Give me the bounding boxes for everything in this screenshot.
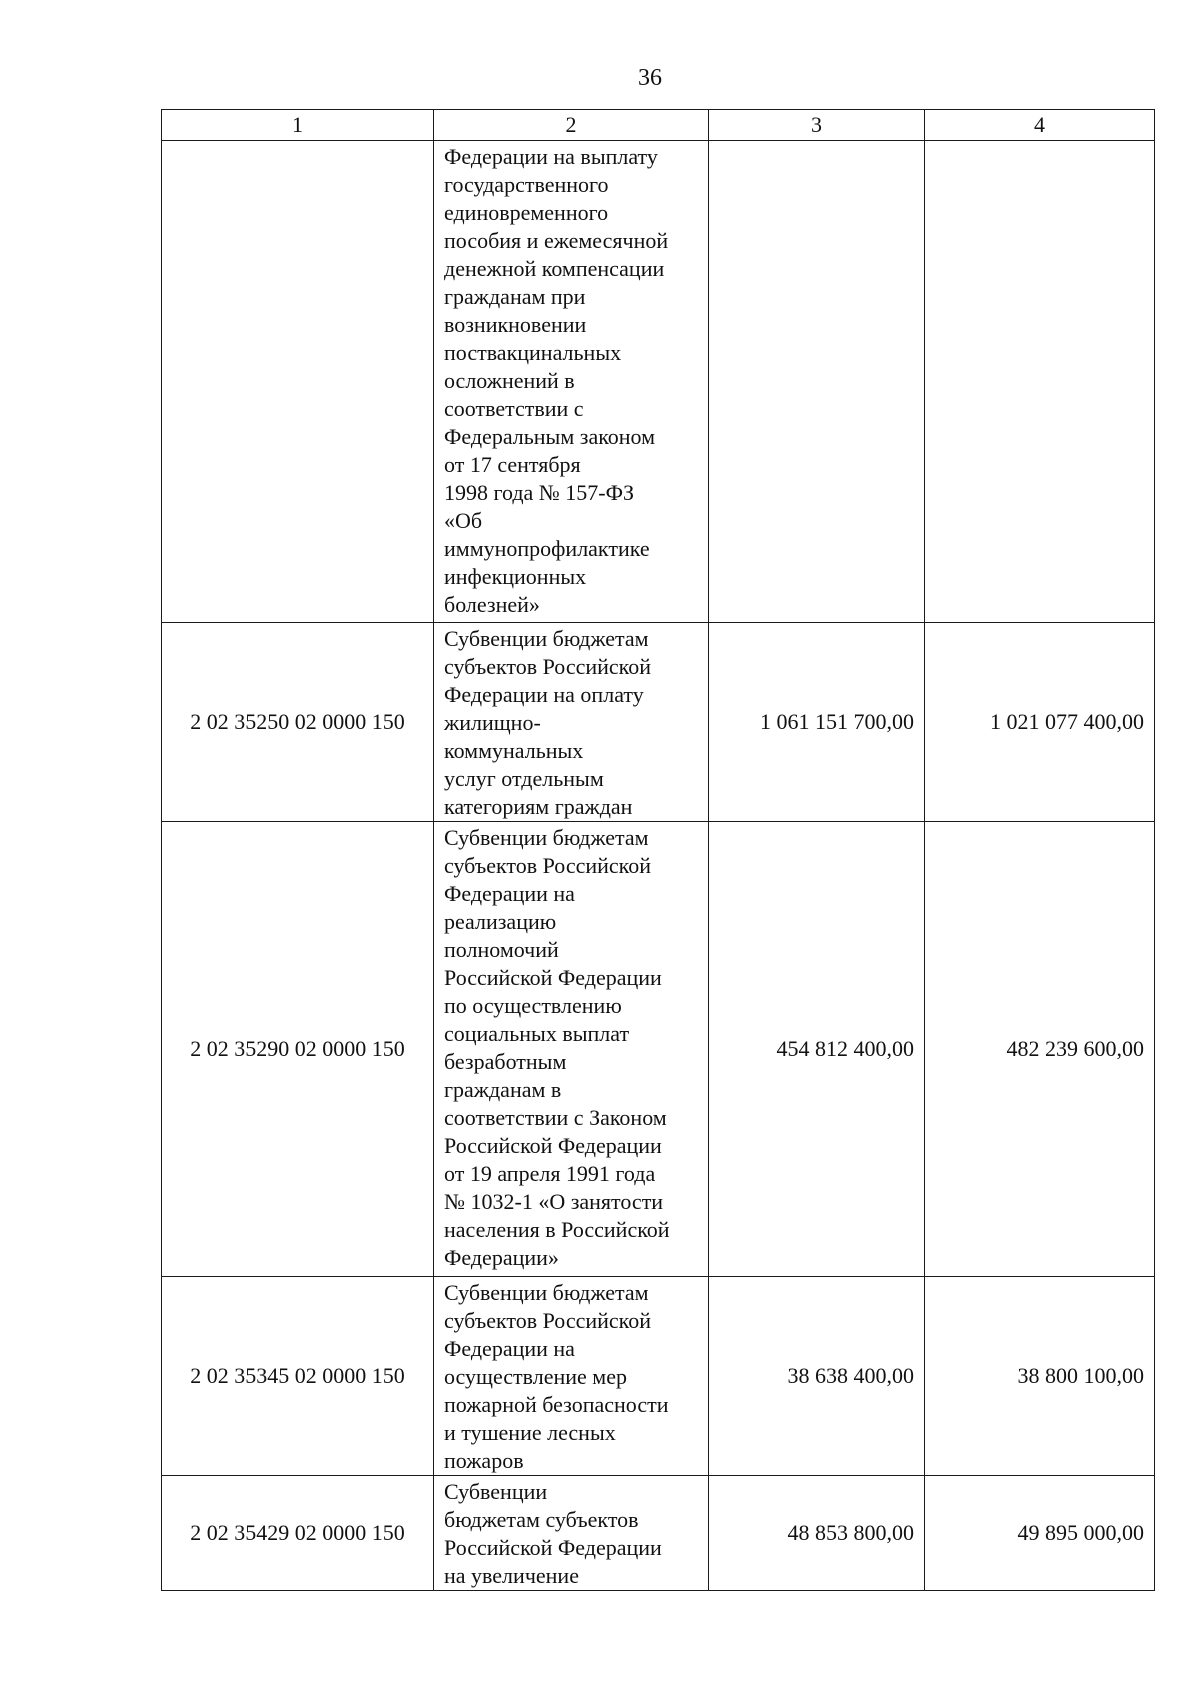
budget-table [161,109,1155,1591]
amount-cell-col4: 482 239 600,00 [925,822,1155,1277]
description-cell: Федерации на выплату государственного единовременного пособия и ежемесячной денежной компенсации гражданам при возникновении поствакцинальных осложнений в соответствии с Федеральным законом от 17 сентября 1998 года № 157-ФЗ «Об иммунопрофилактике инфекционных болезней» [434,141,709,623]
budget-code-cell: 2 02 35250 02 0000 150 [162,623,434,822]
table-row [162,623,1155,822]
table-row [162,1277,1155,1476]
column-header-2: 2 [434,110,709,141]
description-cell: Субвенции бюджетам субъектов Российской Федерации на оплату жилищно- коммунальных услуг отдельным категориям граждан [434,623,709,822]
budget-code-cell: 2 02 35345 02 0000 150 [162,1277,434,1476]
table-row [162,822,1155,1277]
description-cell: Субвенции бюджетам субъектов Российской Федерации на увеличение [434,1476,709,1591]
header-row [162,110,1155,141]
amount-cell-col3: 38 638 400,00 [709,1277,925,1476]
table-row [162,141,1155,623]
amount-cell-col3: 454 812 400,00 [709,822,925,1277]
amount-cell-col3: 48 853 800,00 [709,1476,925,1591]
description-cell: Субвенции бюджетам субъектов Российской Федерации на реализацию полномочий Российской Федерации по осуществлению социальных выплат безработным гражданам в соответствии с Законом Российской Федерации от 19 апреля 1991 года № 1032-1 «О занятости населения в Российской Федерации» [434,822,709,1277]
amount-cell-col4: 1 021 077 400,00 [925,623,1155,822]
budget-code-cell: 2 02 35429 02 0000 150 [162,1476,434,1591]
budget-code-cell: 2 02 35290 02 0000 150 [162,822,434,1277]
amount-cell-col3: 1 061 151 700,00 [709,623,925,822]
table-row [162,1476,1155,1591]
column-header-1: 1 [162,110,434,141]
column-header-3: 3 [709,110,925,141]
budget-code-cell [162,141,434,623]
amount-cell-col4: 38 800 100,00 [925,1277,1155,1476]
amount-cell-col3 [709,141,925,623]
amount-cell-col4: 49 895 000,00 [925,1476,1155,1591]
description-cell: Субвенции бюджетам субъектов Российской Федерации на осуществление мер пожарной безопасности и тушение лесных пожаров [434,1277,709,1476]
amount-cell-col4 [925,141,1155,623]
column-header-4: 4 [925,110,1155,141]
page-number: 36 [638,65,662,91]
